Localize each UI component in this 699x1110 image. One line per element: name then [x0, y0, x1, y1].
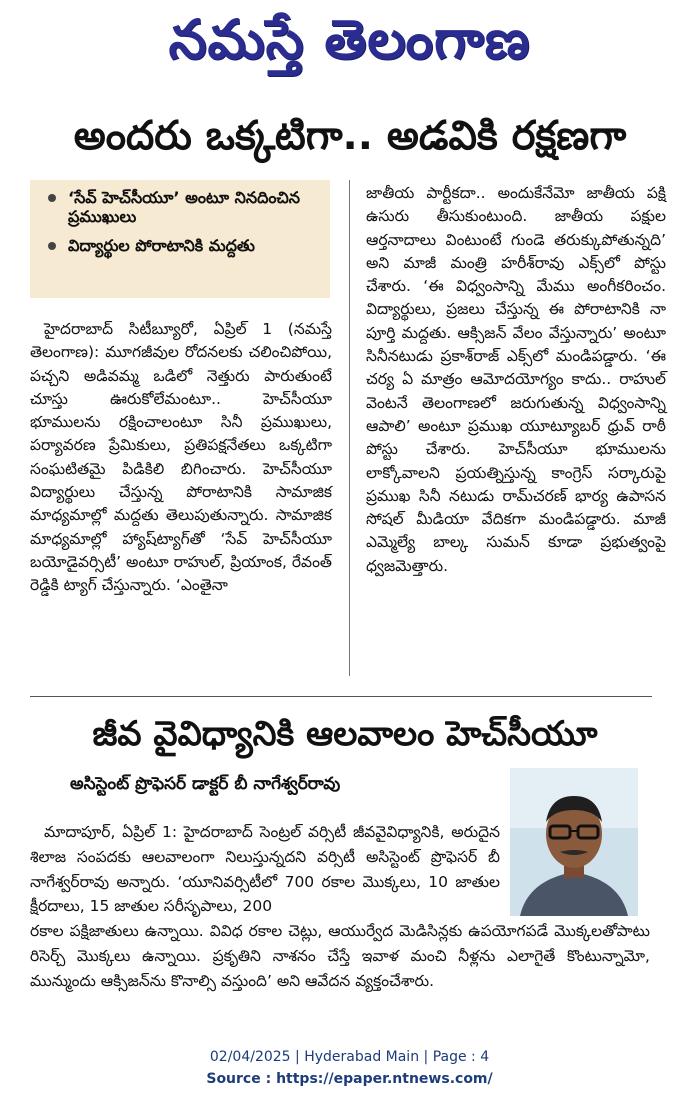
- column-divider: [349, 180, 350, 676]
- article2-body-bottom: రకాల పక్షిజాతులు ఉన్నాయి. వివిధ రకాల చెట్లు, ఆయుర్వేద మెడిసిన్లకు ఉపయోగపడే మొక్కలతోపాటు రిసెర్చ్ మొక్కలు ఉన్నాయి. ప్రకృతిని నాశనం చేస్తే ఇవాళ మంచి నీళ్లను ఎలాగైతే కొంటున్నామో, మున్ముందు ఆక్సిజన్‌ను కొనాల్సి వస్తుంది’ అని ఆవేదన వ్యక్తంచేశారు.: [30, 922, 650, 990]
- article2-body-top: మాదాపూర్, ఏప్రిల్ 1: హైదరాబాద్ సెంట్రల్ వర్సిటీ జీవవైవిధ్యానికి, అరుదైన శిలాజ సంపదకు ఆలవాలంగా నిలుస్తున్నదని వర్సిటీ అసిస్టెంట్ ప్రొఫెసర్ బీ నాగేశ్వర్‌రావు అన్నారు. ‘యూనివర్సిటీలో 700 రకాల మొక్కలు, 10 జాతుల క్షీరదాలు, 15 జాతుల సరీసృపాలు, 200: [30, 823, 500, 916]
- section-divider: [30, 696, 652, 697]
- portrait-photo: [510, 768, 638, 916]
- highlight-item: ‘సేవ్ హెచ్‌సీయూ’ అంటూ నినదించిన ప్రముఖులు: [48, 188, 320, 226]
- article-left-column: హైదరాబాద్ సిటీబ్యూరో, ఏప్రిల్ 1 (నమస్తే తెలంగాణ): మూగజీవుల రోదనలకు చలించిపోయి, పచ్చని అడివమ్మ ఒడిలో నెత్తురు పారుతుంటే చూస్తు ఊరుకోలేమంటూ.. హెచ్‌సీయూ భూములను రక్షించాలంటూ సినీ ప్రముఖులు, పర్యావరణ ప్రేమికులు, ప్రతిపక్షనేతలు ఒక్కటిగా సంఘటితమై పిడికిలి బిగించారు. హెచ్‌సీయూ విద్యార్థులు చేస్తున్న పోరాటానికి సామాజిక మాధ్యమాల్లో మద్దతు తెలుపుతున్నారు. సామాజిక మాధ్యమాల్లో హ్యాష్‌ట్యాగ్‌తో ‘సేవ్ హెచ్‌సీయూ బయోడైవర్సిటీ’ అంటూ రాహుల్, ప్రియాంక, రేవంత్ రెడ్డికి ట్యాగ్ చేస్తున్నారు. ‘ఎంతైనా: [30, 320, 332, 595]
- bullet-dot-icon: [48, 242, 56, 250]
- bullet-dot-icon: [48, 194, 56, 202]
- masthead-logo: నమస్తే తెలంగాణ: [168, 7, 531, 71]
- byline: అసిస్టెంట్ ప్రొఫెసర్ డాక్టర్ బీ నాగేశ్వర్‌రావు: [70, 774, 341, 794]
- second-headline: జీవ వైవిధ్యానికి ఆలవాలం హెచ్‌సీయూ: [92, 714, 598, 754]
- article-right-column: జాతీయ పార్టీకదా.. అందుకేనేమో జాతీయ పక్షి ఉసురు తీసుకుంటుంది. జాతీయ పక్షుల ఆర్తనాదాలు వింటుంటే గుండె తరుక్కుపోతున్నది’ అని మాజీ మంత్రి హరీశ్‌రావు ఎక్స్‌లో పోస్టు చేశారు. ‘ఈ విధ్వంసాన్ని మేము అంగీకరించం. విద్యార్థులు, ప్రజలు చేస్తున్న ఈ పోరాటానికి నా పూర్తి మద్దతు. ఆక్సిజన్ వేలం వేస్తున్నారు’ అంటూ సినీనటుడు ప్రకాశ్‌రాజ్ ఎక్స్‌లో మండిపడ్డారు. ‘ఈ చర్య ఏ మాత్రం ఆమోదయోగ్యం కాదు.. రాహుల్ వెంటనే తెలంగాణలో జరుగుతున్న విధ్వంసాన్ని ఆపాలి’ అంటూ ప్రముఖ యూట్యూబర్ ధ్రువ్ రాఠీ పోస్టు చేశారు. హెచ్‌సీయూ భూములను లాక్కోవాలని ప్రయత్నిస్తున్న కాంగ్రెస్ సర్కారుపై ప్రముఖ సినీ నటుడు రామ్‌చరణ్ భార్య ఉపాసన సోషల్ మీడియా వేదికగా మండిపడ్డారు. మాజీ ఎమ్మెల్యే బాల్క సుమన్ కూడా ప్రభుత్వంపై ధ్వజమెత్తారు.: [366, 184, 666, 575]
- main-headline: అందరు ఒక్కటిగా.. అడవికి రక్షణగా: [73, 113, 627, 159]
- highlight-item: విద్యార్థుల పోరాటానికి మద్దతు: [48, 236, 320, 255]
- edition-line: 02/04/2025 | Hyderabad Main | Page : 4: [209, 1049, 490, 1065]
- highlights-box: [30, 180, 330, 298]
- source-link[interactable]: Source : https://epaper.ntnews.com/: [206, 1071, 493, 1087]
